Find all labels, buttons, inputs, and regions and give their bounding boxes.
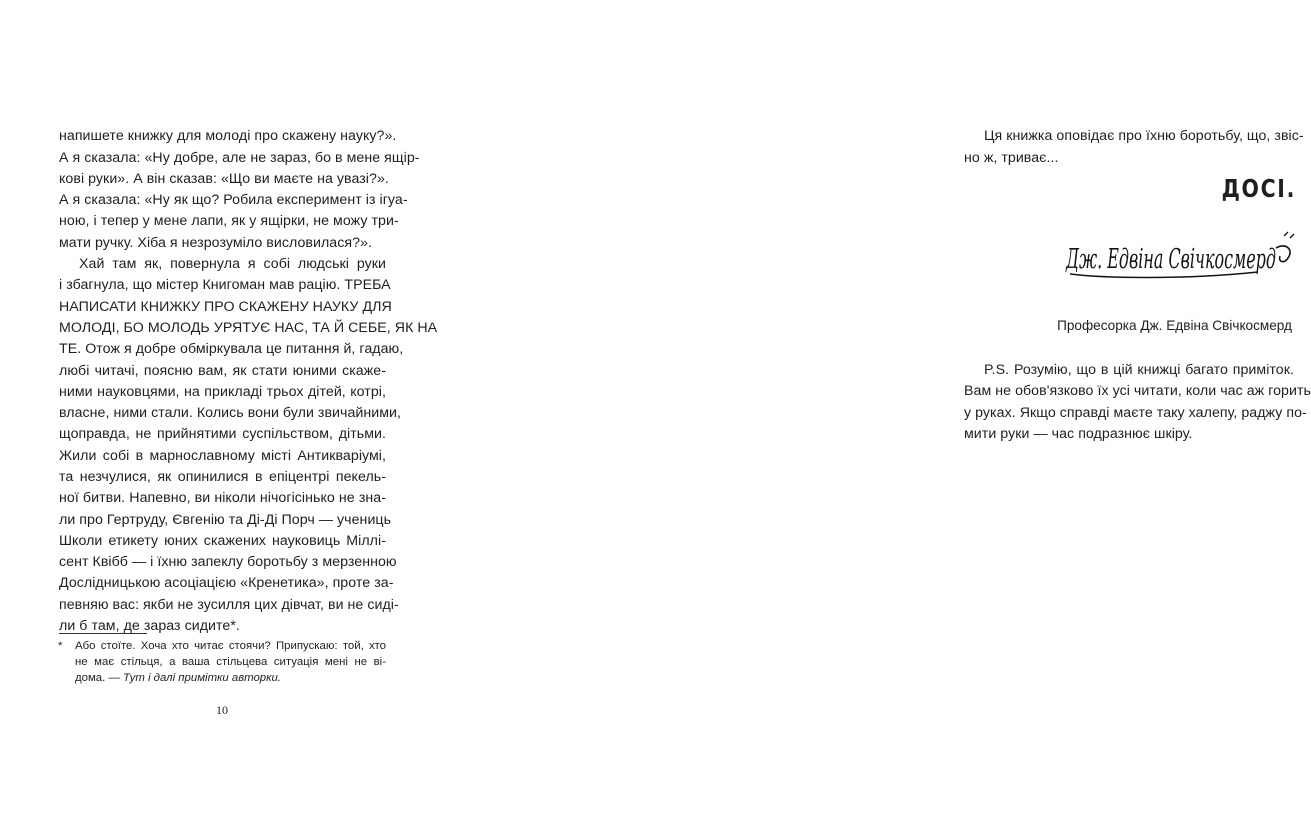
right-page	[450, 0, 1311, 817]
body-line: ними науковцями, на прикладі трьох дітей, котрі,	[59, 384, 386, 400]
body-line: любі читачі, поясню вам, як стати юними скаже-	[59, 363, 386, 379]
body-line: ТЕ. Отож я добре обміркувала це питання й, гадаю,	[59, 341, 404, 357]
author-name: Професорка Дж. Едвіна Свічкосмерд	[1057, 318, 1292, 333]
body-line: щоправда, не прийнятими суспільством, дітьми.	[59, 426, 386, 442]
handwritten-signature	[1062, 228, 1298, 292]
ps-line: P.S. Розумію, що в цій книжці багато приміток.	[984, 362, 1294, 378]
body-line: кові руки». А він сказав: «Що ви маєте на увазі?».	[59, 171, 389, 187]
body-line: ної битви. Напевно, ви ніколи нічогісінько не зна-	[59, 490, 386, 506]
page-number: 10	[216, 703, 228, 717]
body-line: ли про Гертруду, Євгенію та Ді-Ді Порч — учениць	[59, 512, 392, 528]
body-line: НАПИСАТИ КНИЖКУ ПРО СКАЖЕНУ НАУКУ ДЛЯ	[59, 299, 392, 315]
body-line: сент Квібб — і їхню запеклу боротьбу з мерзенною	[59, 554, 397, 570]
body-line: А я сказала: «Ну добре, але не зараз, бо в мене ящір-	[59, 150, 420, 166]
body-line: Школи етикету юних скажених науковиць Міллі-	[59, 533, 386, 549]
body-line: Дослідницькою асоціацією «Кренетика», проте за-	[59, 575, 394, 591]
body-line: ли б там, де зараз сидите*.	[59, 618, 240, 634]
ps-line: мити руки — час подразнює шкіру.	[964, 426, 1193, 442]
footnote-line: Або стоїте. Хоча хто читає стоячи? Припускаю: той, хто	[75, 640, 386, 652]
signature-drawing	[1062, 228, 1298, 292]
footnote-author-note: Тут і далі примітки авторки.	[123, 672, 281, 684]
body-line: Ця книжка оповідає про їхню боротьбу, що, звіс-	[984, 128, 1304, 144]
body-line: Хай там як, повернула я собі людські руки	[79, 256, 386, 272]
left-page	[0, 0, 450, 817]
footnote-line: не має стільця, а ваша стільцева ситуація мені не ві-	[75, 656, 386, 668]
footnote-divider	[59, 633, 147, 634]
footnote-marker: *	[58, 640, 63, 652]
body-line: певняю вас: якби не зусилля цих дівчат, ви не сиді-	[59, 597, 399, 613]
footnote-line-last	[75, 670, 386, 686]
body-line: А я сказала: «Ну як що? Робила експеримент із ігуа-	[59, 192, 408, 208]
body-line: Жили собі в марнославному місті Антикваріумі,	[59, 448, 386, 464]
body-line: но ж, триває...	[964, 150, 1059, 166]
body-line: напишете книжку для молоді про скажену науку?».	[59, 128, 397, 144]
body-line: власне, ними стали. Колись вони були звичайними,	[59, 405, 402, 421]
body-line: та незчулися, як опинилися в епіцентрі пекель-	[59, 469, 386, 485]
footnote-text: дома. —	[75, 672, 120, 684]
body-line: МОЛОДІ, БО МОЛОДЬ УРЯТУЄ НАС, ТА Й СЕБЕ, ЯК НА	[59, 320, 438, 336]
emphasis-word: ДОСІ.	[1221, 174, 1296, 203]
body-line: мати ручку. Хіба я незрозуміло висловилася?».	[59, 235, 372, 251]
body-line: і збагнула, що містер Книгоман мав рацію. ТРЕБА	[59, 277, 391, 293]
ps-line: Вам не обов'язково їх усі читати, коли час аж горить	[964, 383, 1311, 399]
ps-line: у руках. Якщо справді маєте таку халепу, раджу по-	[964, 405, 1307, 421]
body-line: ною, і тепер у мене лапи, як у ящірки, не можу три-	[59, 213, 399, 229]
signature-script: Дж. Едвіна Свічкосмерд	[1065, 244, 1276, 275]
